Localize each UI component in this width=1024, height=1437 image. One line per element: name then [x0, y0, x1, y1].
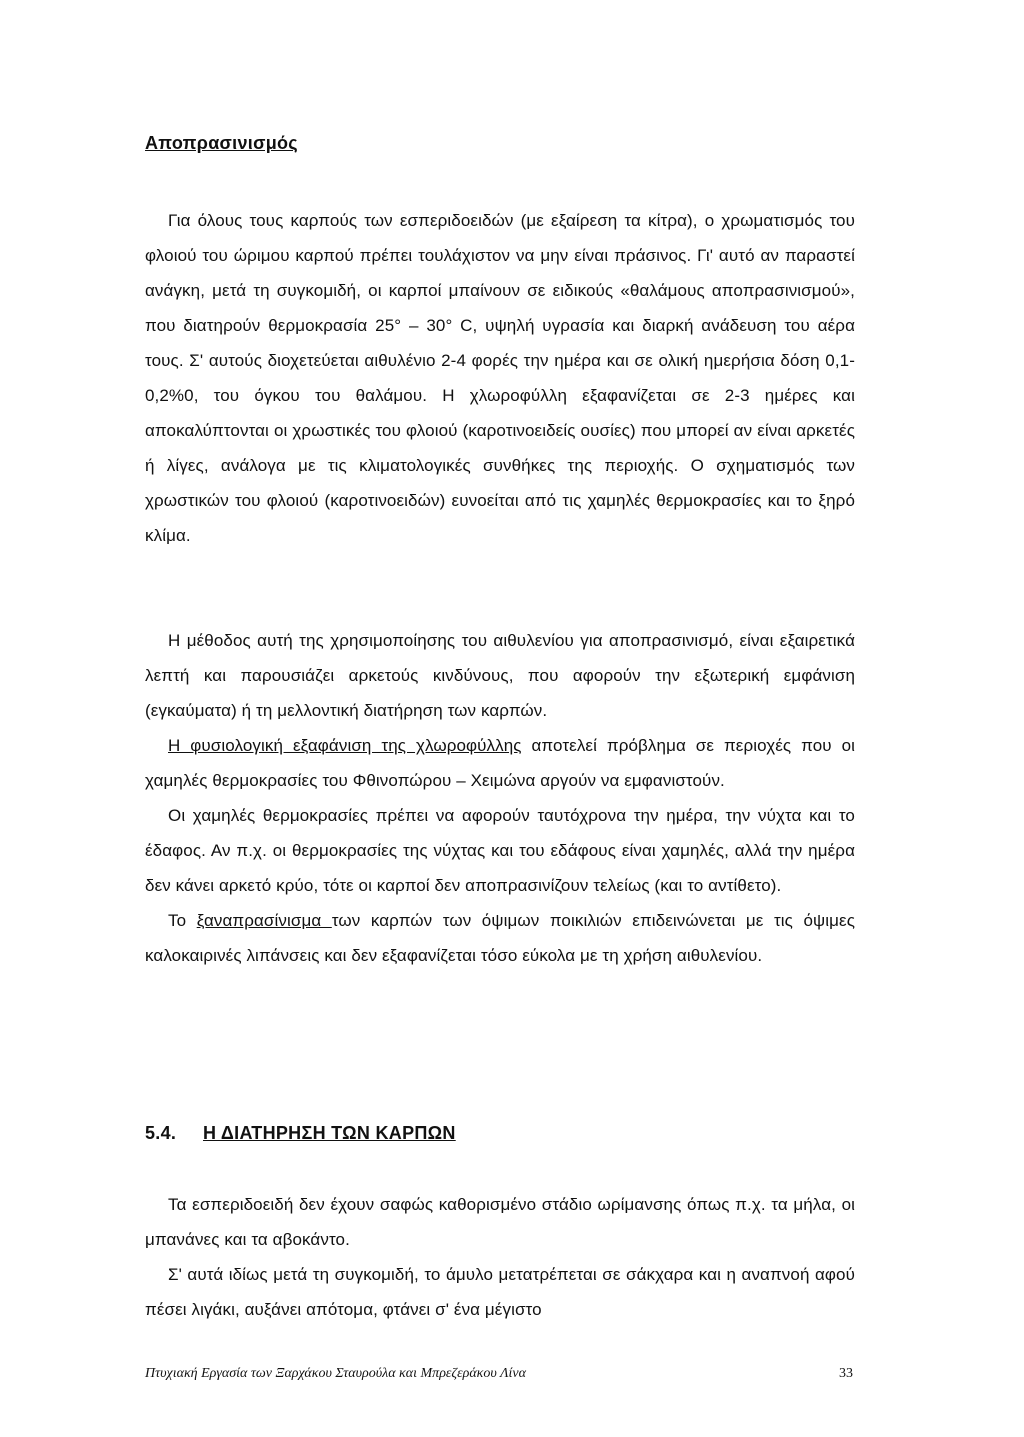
paragraph-low-temperatures: Οι χαμηλές θερμοκρασίες πρέπει να αφορούν ταυτόχρονα την ημέρα, την νύχτα και το έδαφος. Αν π.χ. οι θερμοκρασίες της νύχτας και του εδάφους είναι χαμηλές, αλλά την ημέρα δεν κάνει αρκετό κρύο, τότε οι καρποί δεν αποπρασινίζουν τελείως (και το αντίθετο). [145, 806, 855, 895]
section-number: 5.4. [145, 1123, 177, 1143]
section-title [145, 1123, 456, 1144]
underlined-phrase: Η φυσιολογική εξαφάνιση της χλωροφύλλης [168, 736, 522, 755]
paragraph-group-storage [145, 1187, 855, 1327]
paragraph-text: αποτελεί πρόβλημα σε περιοχές που οι χαμηλές θερμοκρασίες του Φθινοπώρου – Χειμώνα αργούν να εμφανιστούν. [145, 736, 856, 790]
paragraph-natural-disappearance [145, 728, 855, 798]
underlined-phrase: ξαναπρασίνισμα [196, 911, 332, 930]
paragraph-degreening-intro: Για όλους τους καρπούς των εσπεριδοειδών (με εξαίρεση τα κίτρα), ο χρωματισμός του φλοιού του ώριμου καρπού πρέπει τουλάχιστον να μην είναι πράσινος. Γι' αυτό αν παραστεί ανάγκη, μετά τη συγκομιδή, οι καρποί μπαίνουν σε ειδικούς «θαλάμους αποπρασινισμού», που διατηρούν θερμοκρασία 25° – 30° C, υψηλή υγρασία και διαρκή ανάδευση του αέρα τους. Σ' αυτούς διοχετεύεται αιθυλένιο 2-4 φορές την ημέρα και σε ολική ημερήσια δόση 0,1-0,2%0, του όγκου του θαλάμου. Η χλωροφύλλη εξαφανίζεται σε 2-3 ημέρες και αποκαλύπτονται οι χρωστικές του φλοιού (καροτινοειδείς ουσίες) που μπορεί αν είναι αρκετές ή λίγες, ανάλογα με τις κλιματολογικές συνθήκες της περιοχής. Ο σχηματισμός των χρωστικών του φλοιού (καροτινοειδών) ευνοείται από τις χαμηλές θερμοκρασίες και το ξηρό κλίμα. [145, 211, 855, 545]
paragraph-group-risks [145, 623, 855, 973]
page-number: 33 [839, 1366, 853, 1381]
paragraph-ripening-stage: Τα εσπεριδοειδή δεν έχουν σαφώς καθορισμένο στάδιο ωρίμανσης όπως π.χ. τα μήλα, οι μπανάνες και τα αβοκάντο. [145, 1195, 855, 1249]
paragraph-regreening [145, 903, 855, 973]
paragraph-starch-conversion: Σ' αυτά ιδίως μετά τη συγκομιδή, το άμυλο μετατρέπεται σε σάκχαρα και η αναπνοή αφού πέσει λιγάκι, αυξάνει απότομα, φτάνει σ' ένα μέγιστο [145, 1265, 855, 1319]
paragraph-text: των καρπών των όψιμων ποικιλιών επιδεινώνεται με τις όψιμες καλοκαιρινές λιπάνσεις και δεν εξαφανίζεται τόσο εύκολα με τη χρήση αιθυλενίου. [145, 911, 855, 965]
paragraph-text: Το [168, 911, 197, 930]
footer-text: Πτυχιακή Εργασία των Ξαρχάκου Σταυρούλα και Μπρεζεράκου Λίνα [145, 1366, 526, 1381]
page-footer [145, 1366, 855, 1382]
section-heading: Αποπρασινισμός [145, 133, 298, 153]
section-title-text: Η ΔΙΑΤΗΡΗΣΗ ΤΩΝ ΚΑΡΠΩΝ [203, 1123, 456, 1143]
paragraph-method-risks: Η μέθοδος αυτή της χρησιμοποίησης του αιθυλενίου για αποπρασινισμό, είναι εξαιρετικά λεπτή και παρουσιάζει αρκετούς κινδύνους, που αφορούν την εξωτερική εμφάνιση (εγκαύματα) ή τη μελλοντική διατήρηση των καρπών. [145, 631, 855, 720]
